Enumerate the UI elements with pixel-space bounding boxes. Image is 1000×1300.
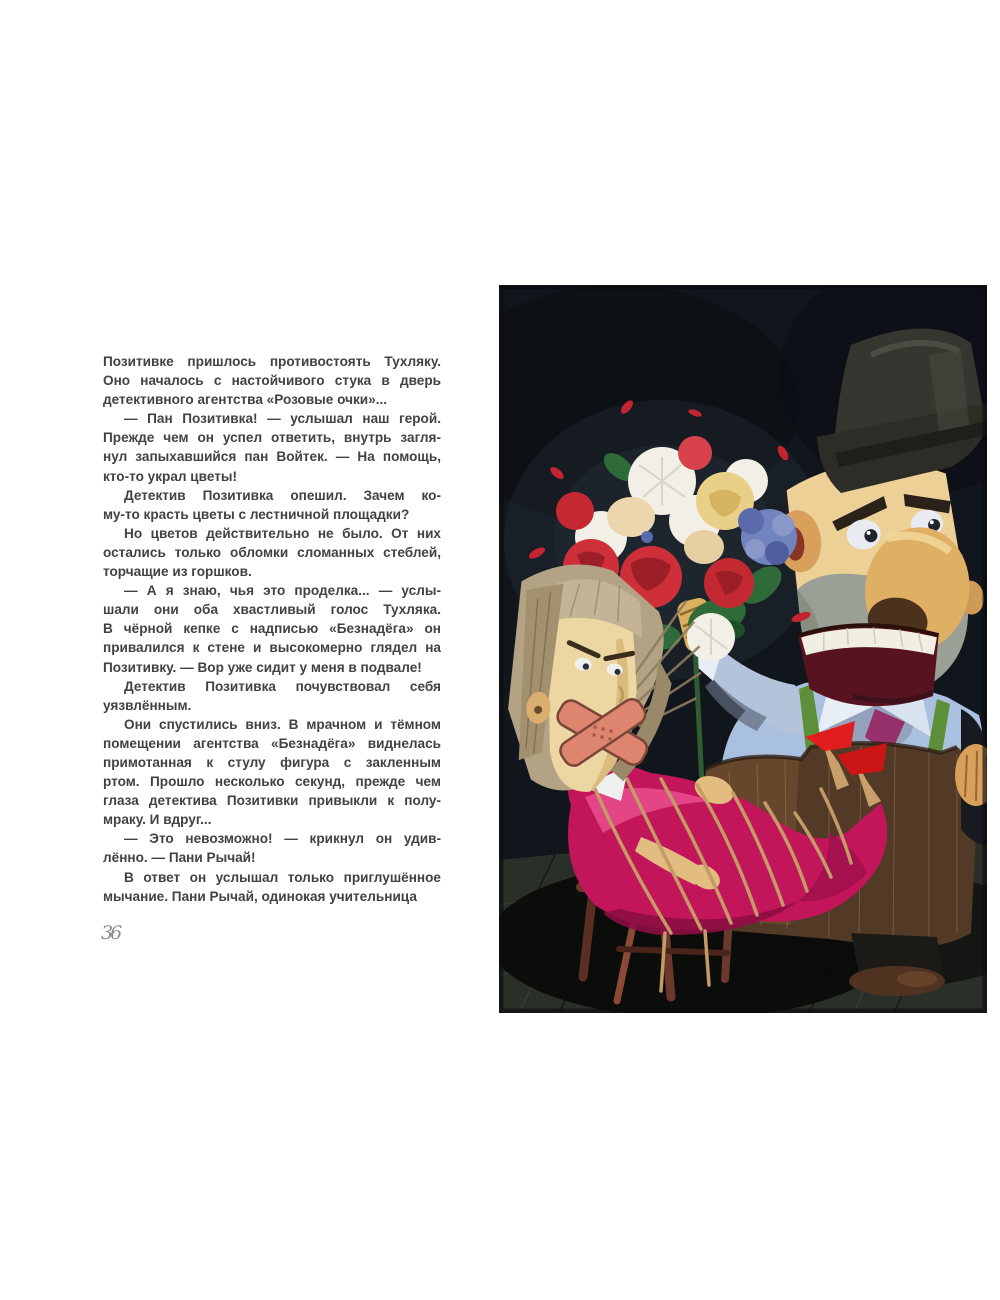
text-line: уязвлённым.: [103, 697, 192, 713]
text-line: кто-то украл цветы!: [103, 468, 238, 484]
text-line: нул запыхавшийся пан Войтек. — На помощь,: [103, 449, 441, 465]
text-line: — Это невозможно! — крикнул он удив-: [124, 831, 441, 847]
text-line: торчащие из горшков.: [103, 564, 252, 580]
text-line: Прежде чем он успел ответить, внутрь загля-: [103, 430, 441, 446]
text-line: Детектив Позитивка почувствовал себя: [124, 678, 441, 694]
paragraph: [103, 352, 441, 409]
text-line: мраку. И вдруг...: [103, 812, 212, 828]
text-line: лённо. — Пани Рычай!: [103, 850, 256, 866]
text-line: Детектив Позитивка опешил. Зачем ко-: [124, 487, 441, 503]
text-line: привалился к стене и высокомерно глядел на: [103, 640, 441, 656]
text-line: му-то красть цветы с лестничной площадки?: [103, 506, 410, 522]
paragraph: [103, 868, 441, 906]
paragraph: [103, 581, 441, 676]
paragraph: [103, 486, 441, 524]
page-number: 36: [101, 922, 120, 944]
text-line: Позитивке пришлось противостоять Тухляку.: [103, 354, 441, 369]
text-line: Они спустились вниз. В мрачном и тёмном: [124, 716, 441, 732]
text-line: детективного агентства «Розовые очки»...: [103, 392, 388, 408]
paragraph: [103, 409, 441, 485]
text-line: остались только обломки сломанных стеблей,: [103, 544, 441, 560]
text-line: глаза детектива Позитивки привыкли к полу-: [103, 793, 441, 809]
text-line: ртом. Прошло несколько секунд, прежде чем: [103, 774, 441, 790]
text-line: мычание. Пани Рычай, одинокая учительница: [103, 888, 417, 904]
paragraph: [103, 677, 441, 715]
story-illustration: [499, 285, 987, 1013]
text-line: Но цветов действительно не было. От них: [124, 525, 441, 541]
paragraph: [103, 829, 441, 867]
text-line: шали они оба хвастливый голос Тухляка.: [103, 602, 441, 618]
text-line: В чёрной кепке с надписью «Безнадёга» он: [103, 621, 441, 637]
text-line: В ответ он услышал только приглушённое: [124, 869, 441, 885]
paragraph: [103, 524, 441, 581]
text-line: Оно началось с настойчивого стука в дверь: [103, 373, 441, 389]
text-line: примотанная к стулу фигура с закленным: [103, 754, 441, 770]
text-line: — А я знаю, чья это проделка... — услы-: [124, 583, 441, 599]
story-text: [103, 352, 441, 906]
text-line: Позитивку. — Вор уже сидит у меня в подвале!: [103, 659, 422, 675]
text-line: помещении агентства «Безнадёга» виднелась: [103, 735, 441, 751]
text-line: — Пан Позитивка! — услышал наш герой.: [124, 411, 441, 427]
paragraph: [103, 715, 441, 830]
